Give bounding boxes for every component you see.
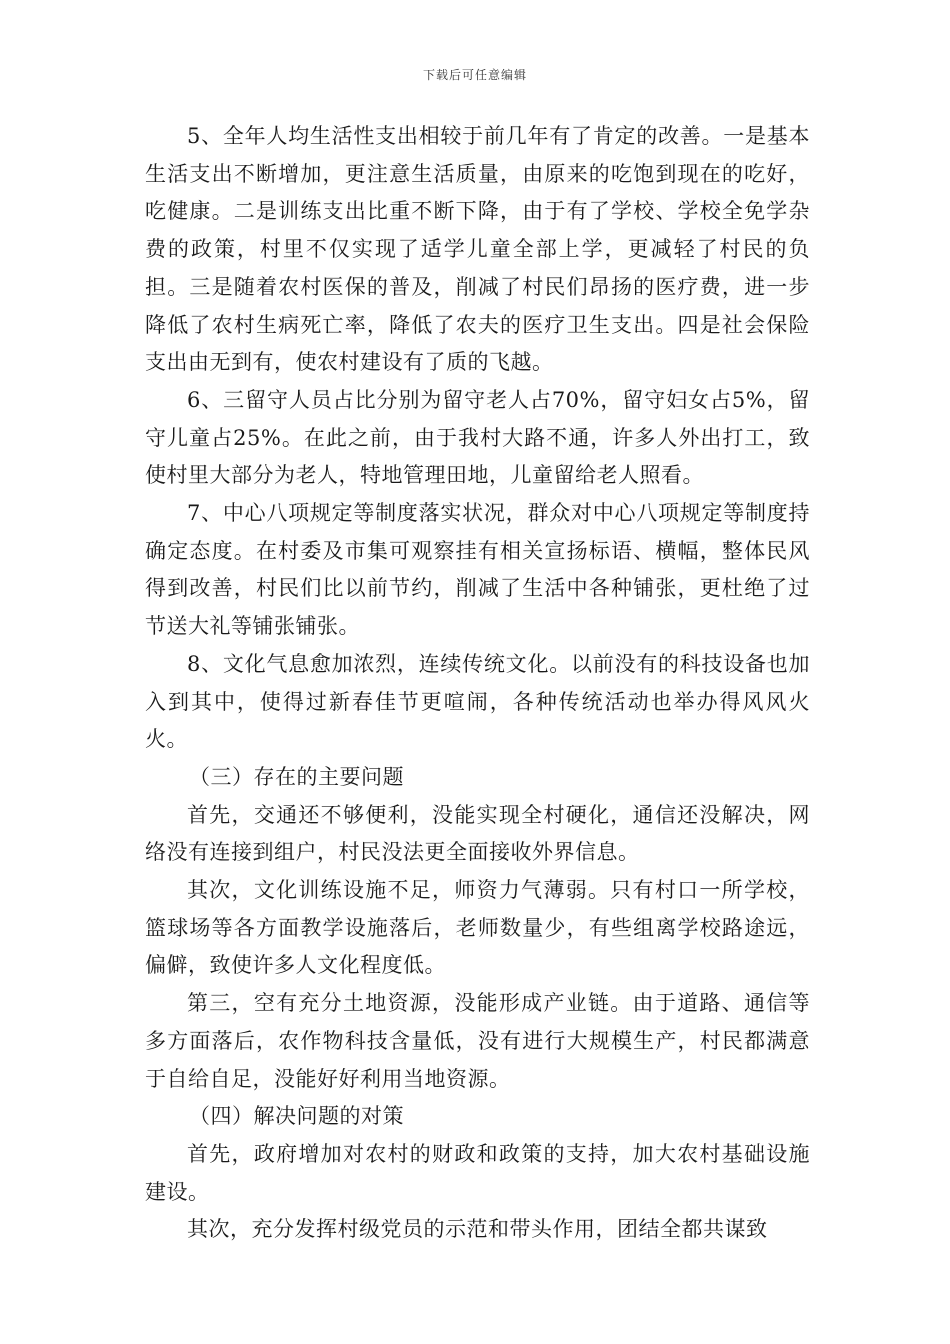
paragraph-solution-first: 首先，政府增加对农村的财政和政策的支持，加大农村基础设施建设。	[145, 1141, 810, 1204]
paragraph-solution-second: 其次，充分发挥村级党员的示范和带头作用，团结全都共谋致	[187, 1217, 768, 1242]
paragraph-problem-first: 首先，交通还不够便利，没能实现全村硬化，通信还没解决，网络没有连接到组户，村民没法更全面接收外界信息。	[145, 802, 810, 865]
paragraph-item-6: 6、三留守人员占比分别为留守老人占70%，留守妇女占5%，留守儿童占25%。在此之前，由于我村大路不通，许多人外出打工，致使村里大部分为老人，特地管理田地，儿童留给老人照看。	[145, 387, 810, 488]
page-header: 下载后可任意编辑	[422, 68, 527, 82]
paragraph-item-7: 7、中心八项规定等制度落实状况，群众对中心八项规定等制度持确定态度。在村委及市集可观察挂有相关宣扬标语、横幅，整体民风得到改善，村民们比以前节约，削减了生活中各种铺张，更杜绝了过节送大礼等铺张铺张。	[145, 501, 810, 639]
section-heading-solutions: （四）解决问题的对策	[189, 1104, 404, 1129]
paragraph-problem-second: 其次，文化训练设施不足，师资力气薄弱。只有村口一所学校，篮球场等各方面教学设施落后，老师数量少，有些组离学校路途远，偏僻，致使许多人文化程度低。	[145, 878, 810, 978]
section-heading-problems: （三）存在的主要问题	[189, 764, 404, 789]
paragraph-problem-third: 第三，空有充分土地资源，没能形成产业链。由于道路、通信等多方面落后，农作物科技含量低，没有进行大规模生产，村民都满意于自给自足，没能好好利用当地资源。	[145, 991, 810, 1091]
document-body	[145, 118, 810, 1249]
paragraph-item-5: 5、全年人均生活性支出相较于前几年有了肯定的改善。一是基本生活支出不断增加，更注意生活质量，由原来的吃饱到现在的吃好，吃健康。二是训练支出比重不断下降，由于有了学校、学校全免学杂费的政策，村里不仅实现了适学儿童全部上学，更减轻了村民的负担。三是随着农村医保的普及，削减了村民们昂扬的医疗费，进一步降低了农村生病死亡率，降低了农夫的医疗卫生支出。四是社会保险支出由无到有，使农村建设有了质的飞越。	[145, 124, 810, 375]
paragraph-item-8: 8、文化气息愈加浓烈，连续传统文化。以前没有的科技设备也加入到其中，使得过新春佳节更喧闹，各种传统活动也举办得风风火火。	[145, 651, 810, 752]
